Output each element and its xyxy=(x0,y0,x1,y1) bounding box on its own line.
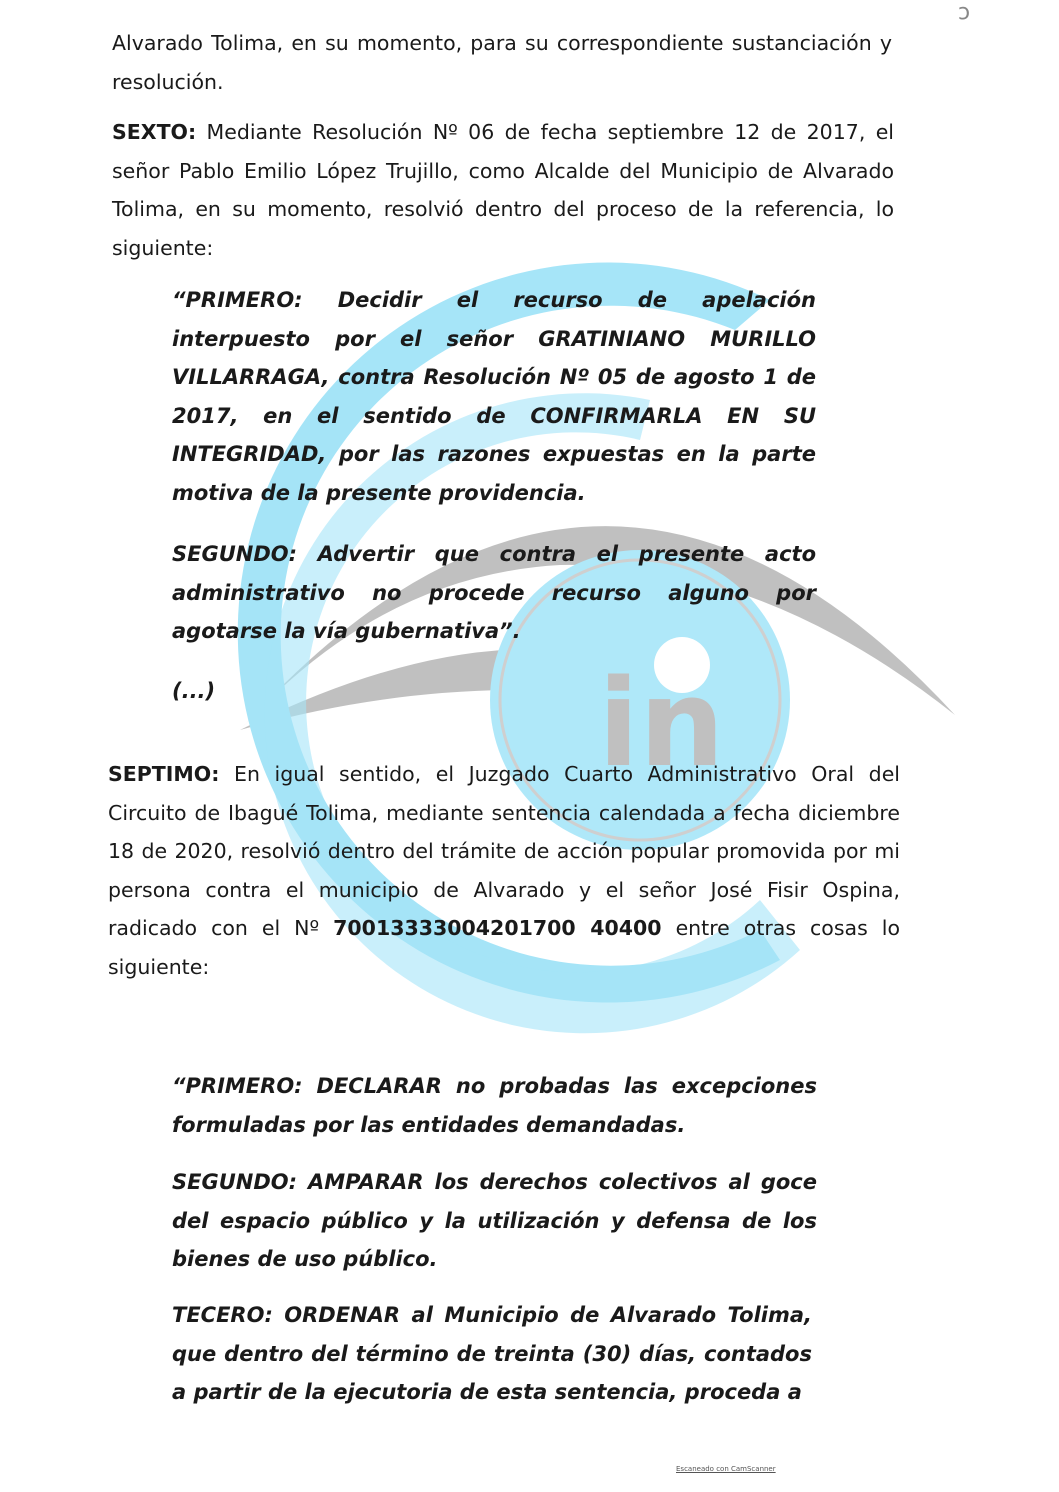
septimo-label: SEPTIMO: xyxy=(108,762,220,786)
quote2-tercero: TECERO: ORDENAR al Municipio de Alvarado Tolima, que dentro del término de treinta (30) días, contados a partir de la ejecutoria de esta sentencia, proceda a xyxy=(172,1303,812,1404)
quote1-segundo: SEGUNDO: Advertir que contra el presente acto administrativo no procede recurso alguno por agotarse la vía gubernativa”. xyxy=(172,542,816,643)
sexto-paragraph xyxy=(112,113,894,267)
intro-paragraph: Alvarado Tolima, en su momento, para su correspondiente sustanciación y resolución. xyxy=(112,31,892,94)
sexto-label: SEXTO: xyxy=(112,120,197,144)
sexto-text: Mediante Resolución Nº 06 de fecha septiembre 12 de 2017, el señor Pablo Emilio López Trujillo, como Alcalde del Municipio de Alvarado Tolima, en su momento, resolvió dentro del proceso de la referencia, lo siguiente: xyxy=(112,120,894,260)
scanner-footer: Escaneado con CamScanner xyxy=(676,1465,776,1473)
septimo-text-2: entre otras cosas lo siguiente: xyxy=(108,916,900,979)
quote1-primero: “PRIMERO: Decidir el recurso de apelación interpuesto por el señor GRATINIANO MURILLO VILLARRAGA, contra Resolución Nº 05 de agosto 1 de 2017, en el sentido de CONFIRMARLA EN SU INTEGRIDAD, por las razones expuestas en la parte motiva de la presente providencia. xyxy=(172,288,816,505)
ellipsis: (...) xyxy=(172,679,216,703)
quote2-primero: “PRIMERO: DECLARAR no probadas las excepciones formuladas por las entidades demandadas. xyxy=(172,1074,817,1137)
corner-mark: ͻ xyxy=(958,0,971,25)
watermark-in-text: in xyxy=(598,655,725,794)
septimo-paragraph xyxy=(108,755,900,986)
septimo-text-1: En igual sentido, el Juzgado Cuarto Administrativo Oral del Circuito de Ibagué Tolima, mediante sentencia calendada a fecha diciembre 18 de 2020, resolvió dentro del trámite de acción popular promovida por mi persona contra el municipio de Alvarado y el señor José Fisir Ospina, radicado con el Nº xyxy=(108,762,900,940)
septimo-number: 70013333004201700 40400 xyxy=(333,916,662,940)
quote2-segundo: SEGUNDO: AMPARAR los derechos colectivos al goce del espacio público y la utilización y defensa de los bienes de uso público. xyxy=(172,1170,817,1271)
